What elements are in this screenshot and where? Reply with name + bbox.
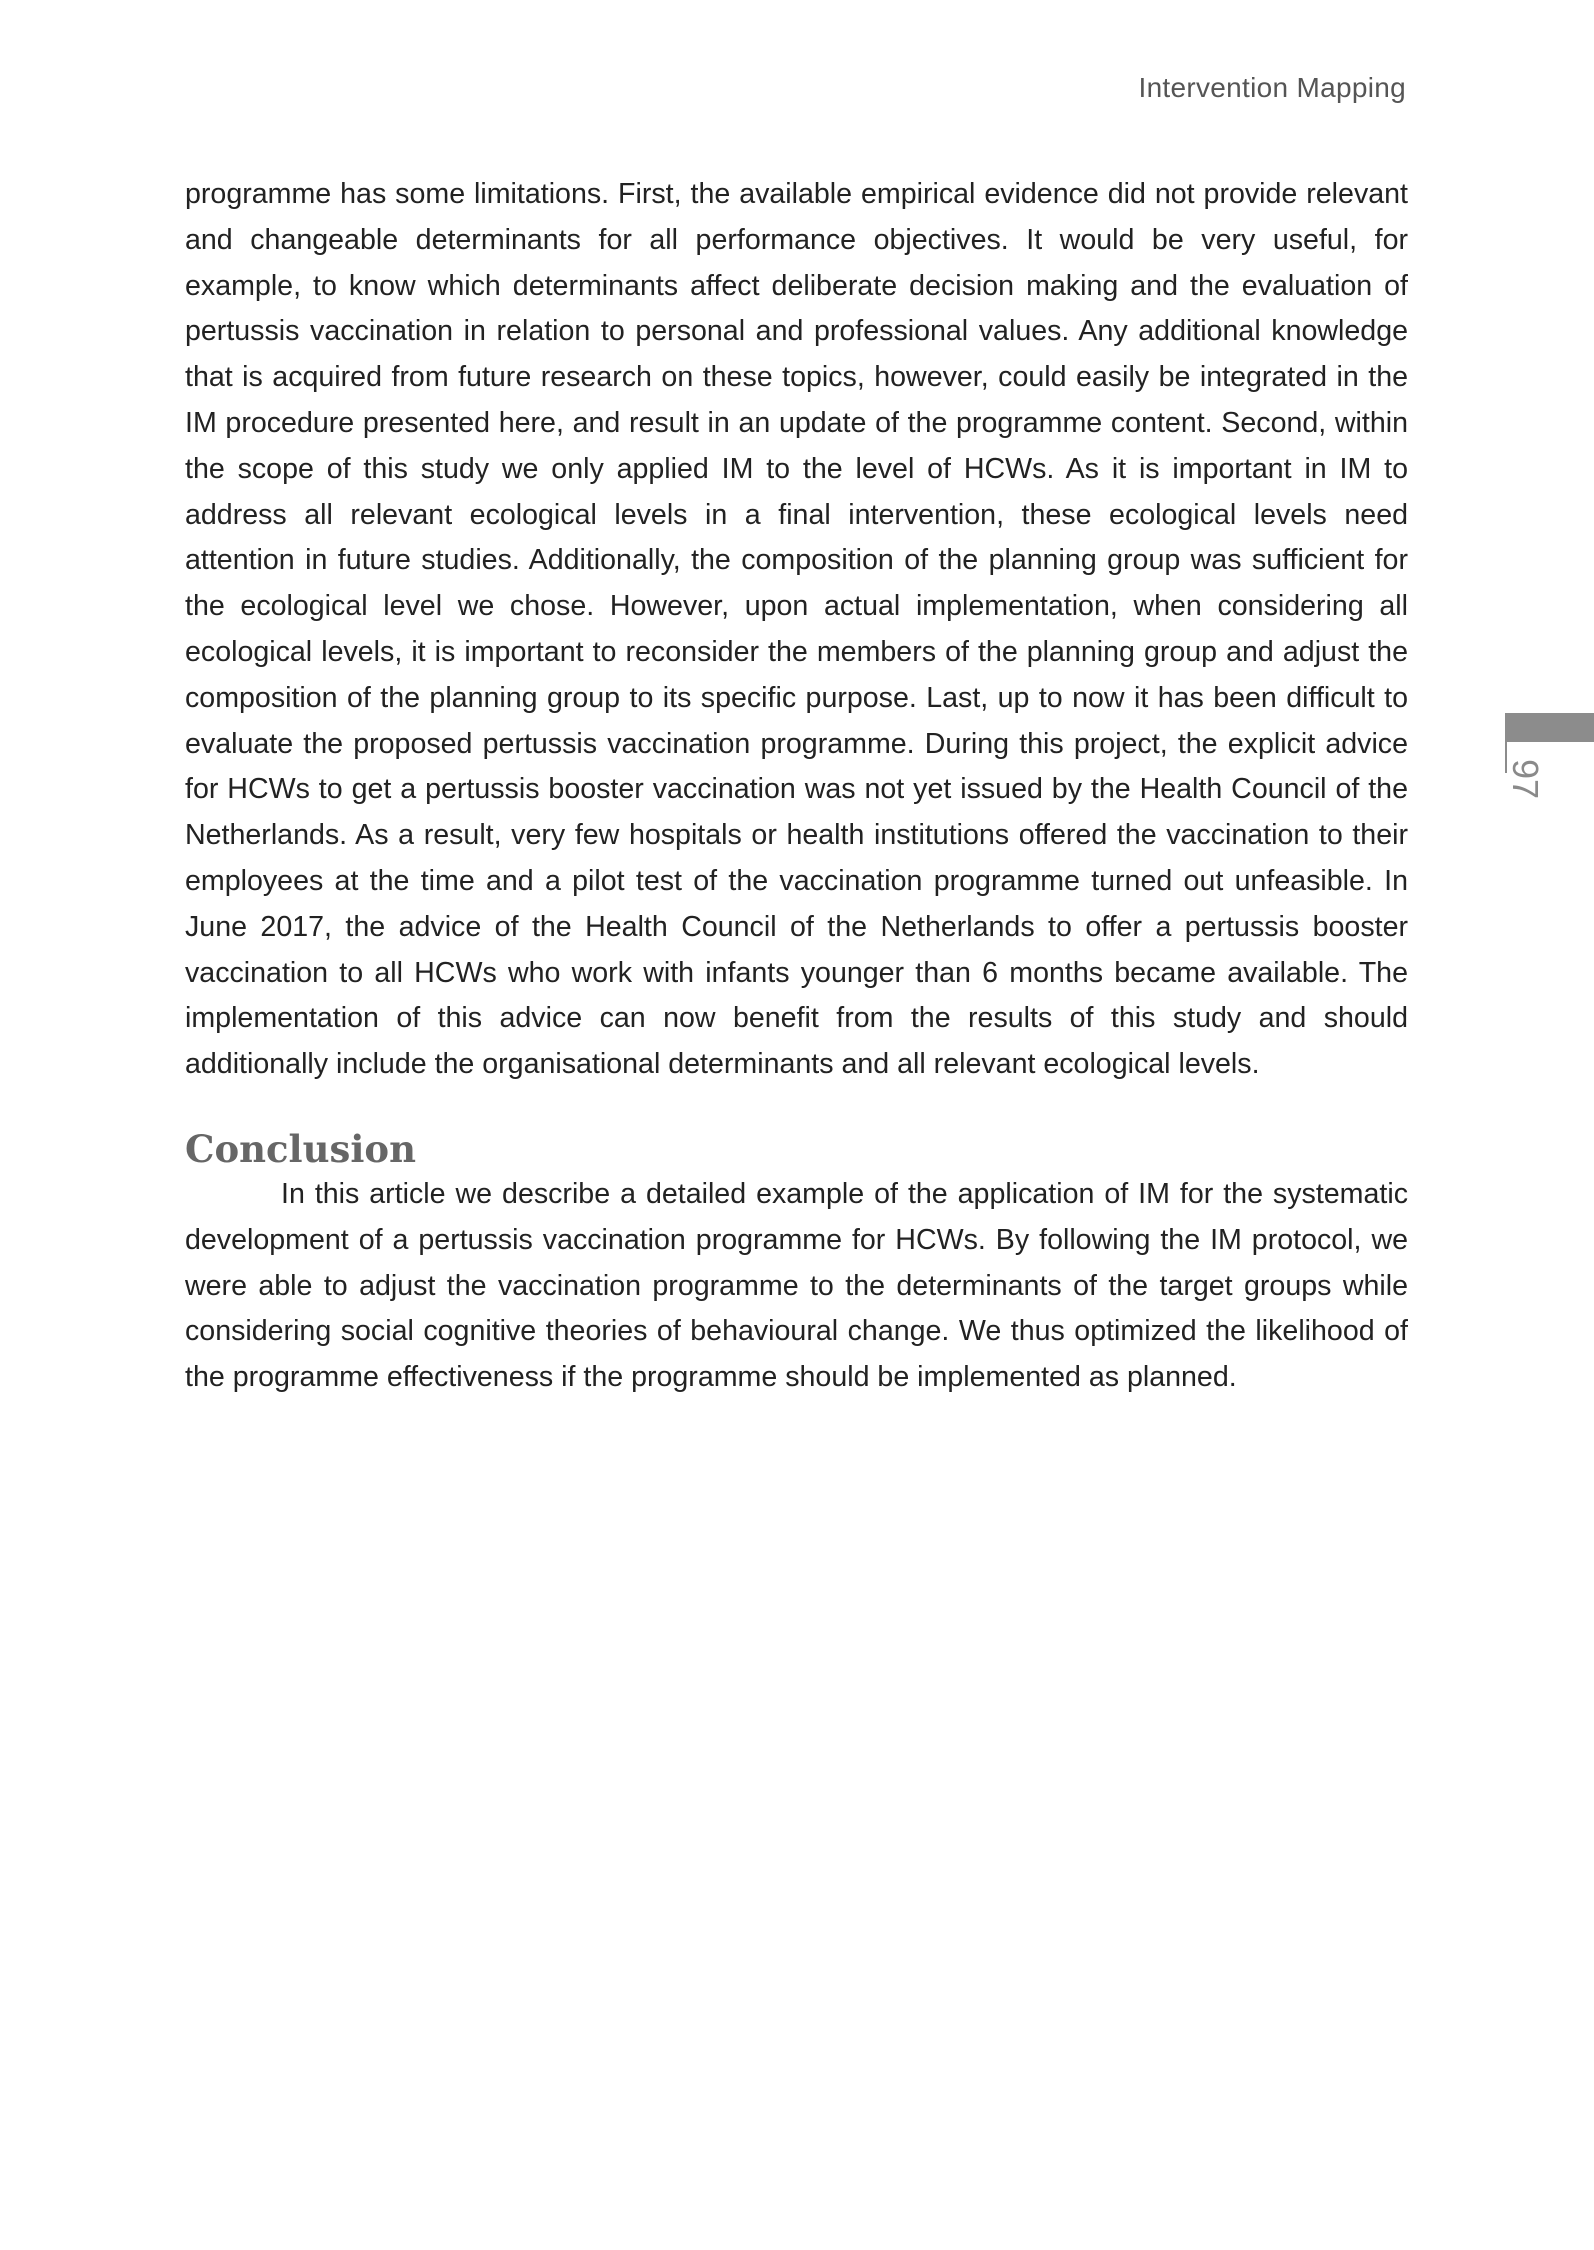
conclusion-heading: Conclusion (185, 1126, 416, 1171)
running-header: Intervention Mapping (1138, 72, 1406, 103)
page-number: 97 (1505, 758, 1546, 800)
body-paragraph: programme has some limitations. First, the available empirical evidence did not provide relevant and changeable determinants for all performance objectives. It would be very useful, for example, to know which determinants affect deliberate decision making and the evaluation of pertussis vaccination in relation to personal and professional values. Any additional knowledge that is acquired from future research on these topics, however, could easily be integrated in the IM procedure presented here, and result in an update of the programme content. Second, within the scope of this study we only applied IM to the level of HCWs. As it is important in IM to address all relevant ecological levels in a final intervention, these ecological levels need attention in future studies. Additionally, the composition of the planning group was sufficient for the ecological level we chose. However, upon actual implementation, when considering all ecological levels, it is important to reconsider the members of the planning group and adjust the composition of the planning group to its specific purpose. Last, up to now it has been difficult to evaluate the proposed pertussis vaccination programme. During this project, the explicit advice for HCWs to get a pertussis booster vaccination was not yet issued by the Health Council of the Netherlands. As a result, very few hospitals or health institutions offered the vaccination to their employees at the time and a pilot test of the vaccination programme turned out unfeasible. In June 2017, the advice of the Health Council of the Netherlands to offer a pertussis booster vaccination to all HCWs who work with infants younger than 6 months became available. The implementation of this advice can now benefit from the results of this study and should additionally include the organisational determinants and all relevant ecological levels. (185, 178, 1408, 1081)
conclusion-paragraph: In this article we describe a detailed example of the application of IM for the systematic development of a pertussis vaccination programme for HCWs. By following the IM protocol, we were able to adjust the vaccination programme to the determinants of the target groups while considering social cognitive theories of behavioural change. We thus optimized the likelihood of the programme effectiveness if the programme should be implemented as planned. (185, 1177, 1408, 1394)
page-content (185, 172, 1408, 1401)
page-thumb-tab (1506, 713, 1594, 742)
